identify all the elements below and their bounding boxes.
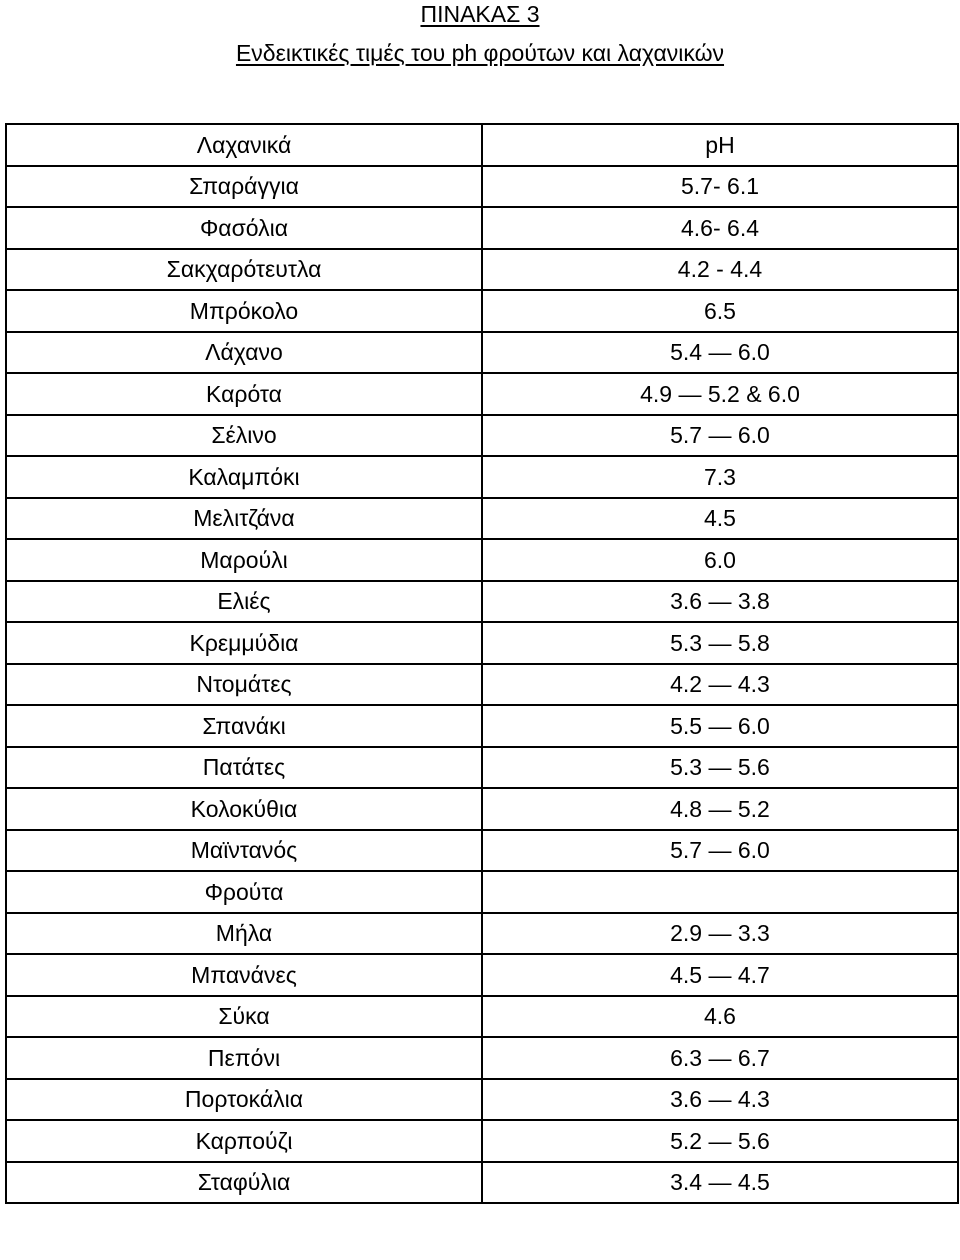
cell-name: Σταφύλια — [6, 1162, 482, 1204]
cell-ph-value: 5.7 — 6.0 — [482, 415, 958, 457]
table-row — [6, 622, 958, 664]
cell-ph-value: 2.9 — 3.3 — [482, 913, 958, 955]
column-header-vegetables: Λαχανικά — [6, 124, 482, 166]
table-header-row — [6, 124, 958, 166]
cell-ph-value: 4.5 — [482, 498, 958, 540]
page-title: ΠΙΝΑΚΑΣ 3 — [420, 1, 540, 27]
cell-name: Καρπούζι — [6, 1120, 482, 1162]
cell-name: Σπαράγγια — [6, 166, 482, 208]
cell-ph-value: 4.5 — 4.7 — [482, 954, 958, 996]
table-row — [6, 415, 958, 457]
cell-ph-value: 5.2 — 5.6 — [482, 1120, 958, 1162]
cell-ph-value: 4.8 — 5.2 — [482, 788, 958, 830]
table-row — [6, 788, 958, 830]
table-row — [6, 913, 958, 955]
table-row — [6, 1120, 958, 1162]
table-row — [6, 249, 958, 291]
cell-name: Φρούτα — [6, 871, 482, 913]
cell-ph-value: 4.2 — 4.3 — [482, 664, 958, 706]
cell-name: Κολοκύθια — [6, 788, 482, 830]
cell-name: Μαϊντανός — [6, 830, 482, 872]
cell-name: Μαρούλι — [6, 539, 482, 581]
table-row — [6, 290, 958, 332]
table-row — [6, 498, 958, 540]
cell-ph-value: 5.5 — 6.0 — [482, 705, 958, 747]
cell-ph-value: 4.6- 6.4 — [482, 207, 958, 249]
table-row — [6, 705, 958, 747]
table-row — [6, 1162, 958, 1204]
cell-ph-value: 5.3 — 5.8 — [482, 622, 958, 664]
cell-name: Μελιτζάνα — [6, 498, 482, 540]
column-header-ph: pH — [482, 124, 958, 166]
cell-name: Ελιές — [6, 581, 482, 623]
table-row — [6, 166, 958, 208]
cell-name: Πατάτες — [6, 747, 482, 789]
table-row — [6, 664, 958, 706]
ph-table-body — [6, 124, 958, 1203]
cell-name: Φασόλια — [6, 207, 482, 249]
cell-name: Λάχανο — [6, 332, 482, 374]
table-row — [6, 954, 958, 996]
table-row — [6, 996, 958, 1038]
cell-name: Ντομάτες — [6, 664, 482, 706]
table-row — [6, 581, 958, 623]
cell-ph-value: 3.6 — 4.3 — [482, 1079, 958, 1121]
cell-ph-value — [482, 871, 958, 913]
table-row — [6, 373, 958, 415]
cell-name: Σέλινο — [6, 415, 482, 457]
cell-name: Μήλα — [6, 913, 482, 955]
table-row — [6, 207, 958, 249]
table-row — [6, 1079, 958, 1121]
cell-ph-value: 5.3 — 5.6 — [482, 747, 958, 789]
table-row — [6, 871, 958, 913]
cell-name: Μπανάνες — [6, 954, 482, 996]
cell-ph-value: 6.0 — [482, 539, 958, 581]
cell-name: Καρότα — [6, 373, 482, 415]
cell-name: Πορτοκάλια — [6, 1079, 482, 1121]
table-row — [6, 456, 958, 498]
cell-ph-value: 3.4 — 4.5 — [482, 1162, 958, 1204]
cell-ph-value: 5.7 — 6.0 — [482, 830, 958, 872]
table-row — [6, 332, 958, 374]
cell-ph-value: 6.5 — [482, 290, 958, 332]
cell-name: Σύκα — [6, 996, 482, 1038]
cell-ph-value: 3.6 — 3.8 — [482, 581, 958, 623]
cell-name: Σπανάκι — [6, 705, 482, 747]
table-row — [6, 1037, 958, 1079]
cell-name: Καλαμπόκι — [6, 456, 482, 498]
cell-ph-value: 4.6 — [482, 996, 958, 1038]
ph-table — [5, 123, 959, 1204]
cell-ph-value: 5.7- 6.1 — [482, 166, 958, 208]
cell-name: Μπρόκολο — [6, 290, 482, 332]
cell-name: Πεπόνι — [6, 1037, 482, 1079]
table-row — [6, 830, 958, 872]
cell-ph-value: 6.3 — 6.7 — [482, 1037, 958, 1079]
page-subtitle: Ενδεικτικές τιμές του ph φρούτων και λαχανικών — [235, 40, 725, 66]
cell-ph-value: 7.3 — [482, 456, 958, 498]
cell-name: Κρεμμύδια — [6, 622, 482, 664]
cell-ph-value: 5.4 — 6.0 — [482, 332, 958, 374]
table-row — [6, 539, 958, 581]
cell-name: Σακχαρότευτλα — [6, 249, 482, 291]
cell-ph-value: 4.9 — 5.2 & 6.0 — [482, 373, 958, 415]
cell-ph-value: 4.2 - 4.4 — [482, 249, 958, 291]
table-row — [6, 747, 958, 789]
